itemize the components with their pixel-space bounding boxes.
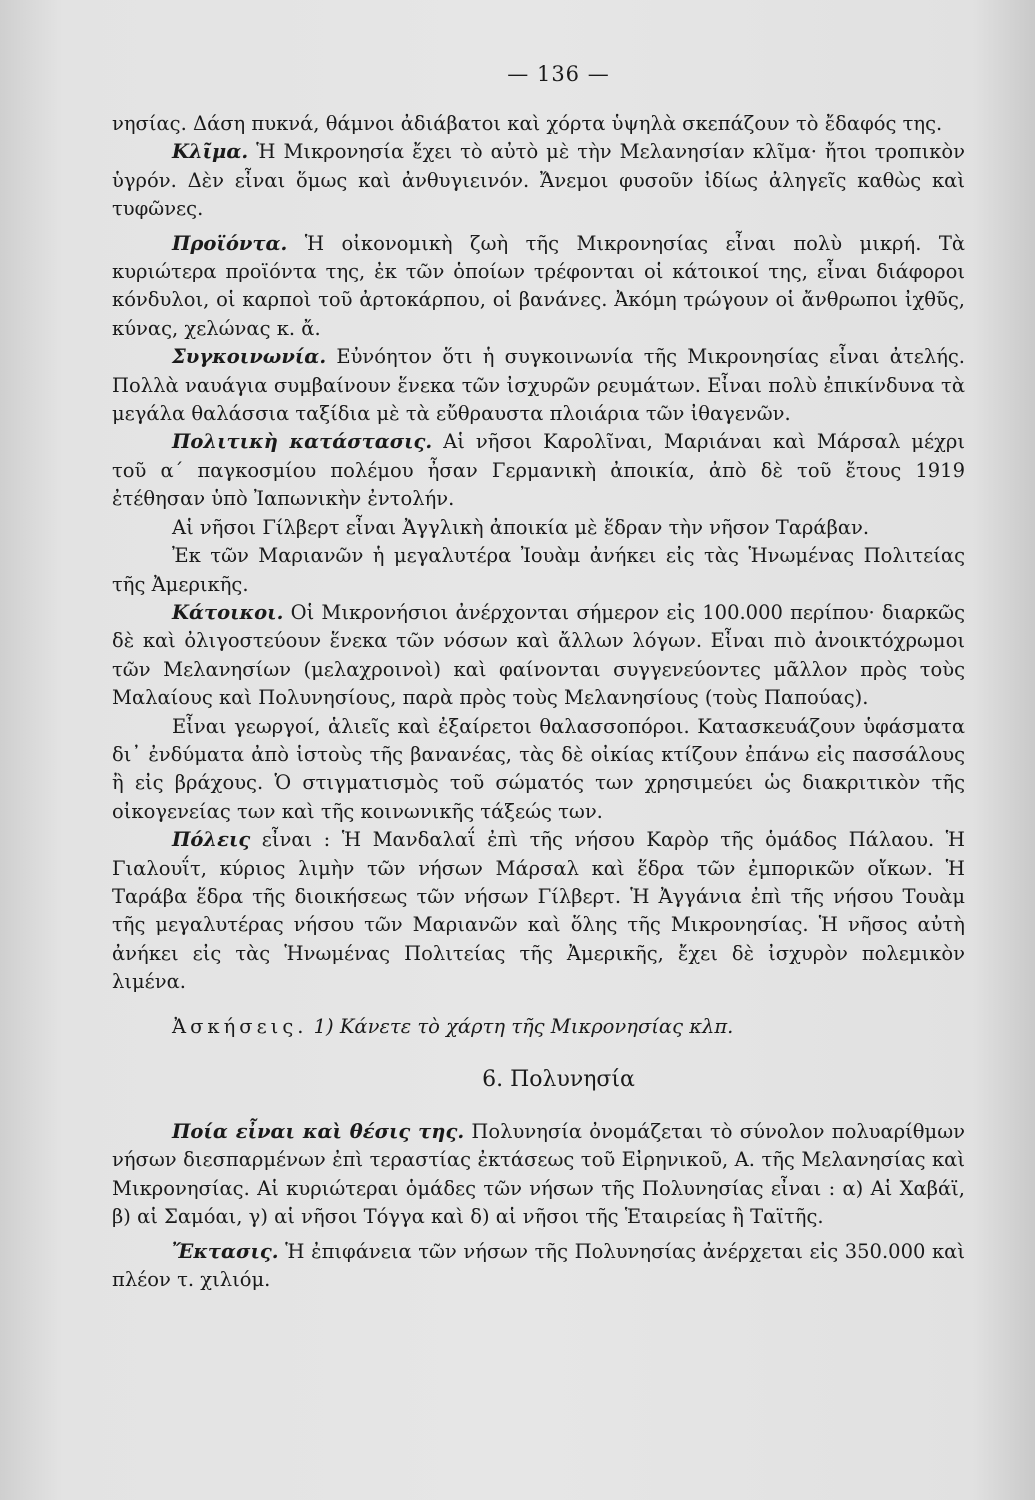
heading-politics: Πολιτικὴ κατάστασις. — [172, 430, 433, 454]
paragraph-text: νησίας. Δάση πυκνά, θάμνοι ἀδιάβατοι καὶ χόρτα ὑψηλὰ σκεπάζουν τὸ ἔδαφός της. — [112, 112, 943, 135]
paragraph-text: εἶναι : Ἡ Μανδαλαΐ ἐπὶ τῆς νήσου Καρὸρ τῆς ὁμάδος Πάλαου. Ἡ Γιαλουΐτ, κύριος λιμὴν τῶν νήσων Μάρσαλ καὶ ἕδρα τῶν ἐμπορικῶν οἴκων. Ἡ Ταράβα ἕδρα τῆς διοικήσεως τῶν νήσων Γίλβερτ. Ἡ Ἀγγάνια ἐπὶ τῆς νήσου Τουὰμ τῆς μεγαλυτέρας νήσου τῶν Μαριανῶν καὶ ὅλης τῆς Μικρονησίας. Ἡ νῆσος αὐτὴ ἀνήκει εἰς τὰς Ἡνωμένας Πολιτείας τῆς Ἀμερικῆς, ἔχει δὲ ἰσχυρὸν πολεμικὸν λιμένα. — [112, 828, 965, 994]
paragraph-polynesia-position — [112, 1118, 965, 1232]
paragraph-text: Πολυνησία ὀνομάζεται τὸ σύνολον πολυαρίθμων νήσων διεσπαρμένων ἐπὶ τεραστίας ἐκτάσεως τοῦ Εἰρηνικοῦ, Α. τῆς Μελανησίας καὶ Μικρονησίας. Αἱ κυριώτεραι ὁμάδες τῶν νήσων τῆς Πολυνησίας εἶναι : α) Αἱ Χαβάϊ, β) αἱ Σαμόαι, γ) αἱ νῆσοι Τόγγα καὶ δ) αἱ νῆσοι τῆς Ἑταιρείας ἢ Ταϊτῆς. — [112, 1120, 965, 1229]
paragraph-politics — [112, 428, 965, 513]
paragraph-gilbert — [112, 514, 965, 542]
paragraph-occupations — [112, 713, 965, 827]
heading-climate: Κλῖμα. — [172, 140, 249, 164]
paragraph-text: Ἐκ τῶν Μαριανῶν ἡ μεγαλυτέρα Ἰουὰμ ἀνήκει εἰς τὰς Ἡνωμένας Πολιτείας τῆς Ἀμερικῆς. — [112, 544, 965, 596]
heading-products: Προϊόντα. — [172, 231, 288, 255]
exercises — [172, 1013, 965, 1041]
heading-cities: Πόλεις — [172, 828, 251, 852]
paragraph-cities — [112, 826, 965, 996]
paragraph-text: Εὐνόητον ὅτι ἡ συγκοινωνία τῆς Μικρονησίας εἶναι ἀτελής. Πολλὰ ναυάγια συμβαίνουν ἕνεκα τῶν ἰσχυρῶν ρευμάτων. Εἶναι πολὺ ἐπικίνδυνα τὰ μεγάλα θαλάσσια ταξίδια μὲ τὰ εὔθραυστα πλοιάρια τῶν ἰθαγενῶν. — [112, 345, 965, 426]
exercise-text: 1) Κάνετε τὸ χάρτη τῆς Μικρονησίας κλπ. — [307, 1014, 734, 1038]
section-title: 6. Πολυνησία — [482, 1067, 635, 1092]
paragraph-text: Εἶναι γεωργοί, ἁλιεῖς καὶ ἐξαίρετοι θαλασσοπόροι. Κατασκευάζουν ὑφάσματα δι᾽ ἐνδύματα ἀπὸ ἱστοὺς τῆς βανανέας, τὰς δὲ οἰκίας κτίζουν ἐπάνω εἰς πασσάλους ἢ εἰς βράχους. Ὁ στιγματισμὸς τοῦ σώματός των χρησιμεύει ὡς διακριτικὸν τῆς οἰκογενείας των καὶ τῆς κοινωνικῆς τάξεώς των. — [112, 714, 965, 823]
paragraph-communication — [112, 343, 965, 428]
paragraph-text: Ἡ Μικρονησία ἔχει τὸ αὐτὸ μὲ τὴν Μελανησίαν κλῖμα· ἤτοι τροπικὸν ὑγρόν. Δὲν εἶναι ὅμως καὶ ἀνθυγιεινόν. Ἄνεμοι φυσοῦν ἰδίως ἀληγεῖς καθὼς καὶ τυφῶνες. — [112, 140, 965, 221]
paragraph-text: Αἱ νῆσοι Γίλβερτ εἶναι Ἀγγλικὴ ἀποικία μὲ ἕδραν τὴν νῆσον Ταράβαν. — [172, 515, 870, 539]
paragraph-text: Ἡ οἰκονομικὴ ζωὴ τῆς Μικρονησίας εἶναι πολὺ μικρή. Τὰ κυριώτερα προϊόντα της, ἐκ τῶν ὁποίων τρέφονται οἱ κάτοικοί της, εἶναι διάφοροι κόνδυλοι, οἱ καρποὶ τοῦ ἀρτοκάρπου, οἱ βανάνες. Ἀκόμη τρώγουν οἱ ἄνθρωποι ἰχθῦς, κύνας, χελώνας κ. ἄ. — [112, 231, 965, 340]
heading-communication: Συγκοινωνία. — [172, 345, 327, 369]
paragraph-polynesia-area — [112, 1238, 965, 1295]
page-number: — 136 — — [507, 62, 610, 86]
paragraph-text: Αἱ νῆσοι Καρολῖναι, Μαριάναι καὶ Μάρσαλ μέχρι τοῦ α΄ παγκοσμίου πολέμου ἦσαν Γερμανικὴ ἀποικία, ἀπὸ δὲ τοῦ ἔτους 1919 ἐτέθησαν ὑπὸ Ἰαπωνικὴν ἐντολήν. — [112, 430, 965, 511]
heading-position: Ποία εἶναι καὶ θέσις της. — [172, 1120, 465, 1143]
paragraph-products — [112, 230, 965, 344]
heading-area: Ἔκτασις. — [172, 1239, 279, 1263]
paragraph-intro — [112, 110, 965, 138]
paragraph-climate — [112, 138, 965, 223]
paragraph-guam — [112, 542, 965, 599]
paragraph-text: Ἡ ἐπιφάνεια τῶν νήσων τῆς Πολυνησίας ἀνέρχεται εἰς 350.000 καὶ πλέον τ. χιλιόμ. — [112, 1239, 965, 1292]
paragraph-inhabitants — [112, 599, 965, 713]
heading-inhabitants: Κάτοικοι. — [172, 600, 284, 624]
exercise-label: Ἀσκήσεις. — [172, 1014, 308, 1038]
paragraph-text: Οἱ Μικρονήσιοι ἀνέρχονται σήμερον εἰς 100.000 περίπου· διαρκῶς δὲ καὶ ὀλιγοστεύουν ἕνεκα τῶν νόσων καὶ ἄλλων λόγων. Εἶναι πιὸ ἀνοικτόχρωμοι τῶν Μελανησίων (μελαχροινοὶ) καὶ φαίνονται συγγενεύοντες μᾶλλον πρὸς τοὺς Μαλαίους καὶ Πολυνησίους, παρὰ πρὸς τοὺς Μελανησίους (τοὺς Παπούας). — [112, 600, 965, 710]
